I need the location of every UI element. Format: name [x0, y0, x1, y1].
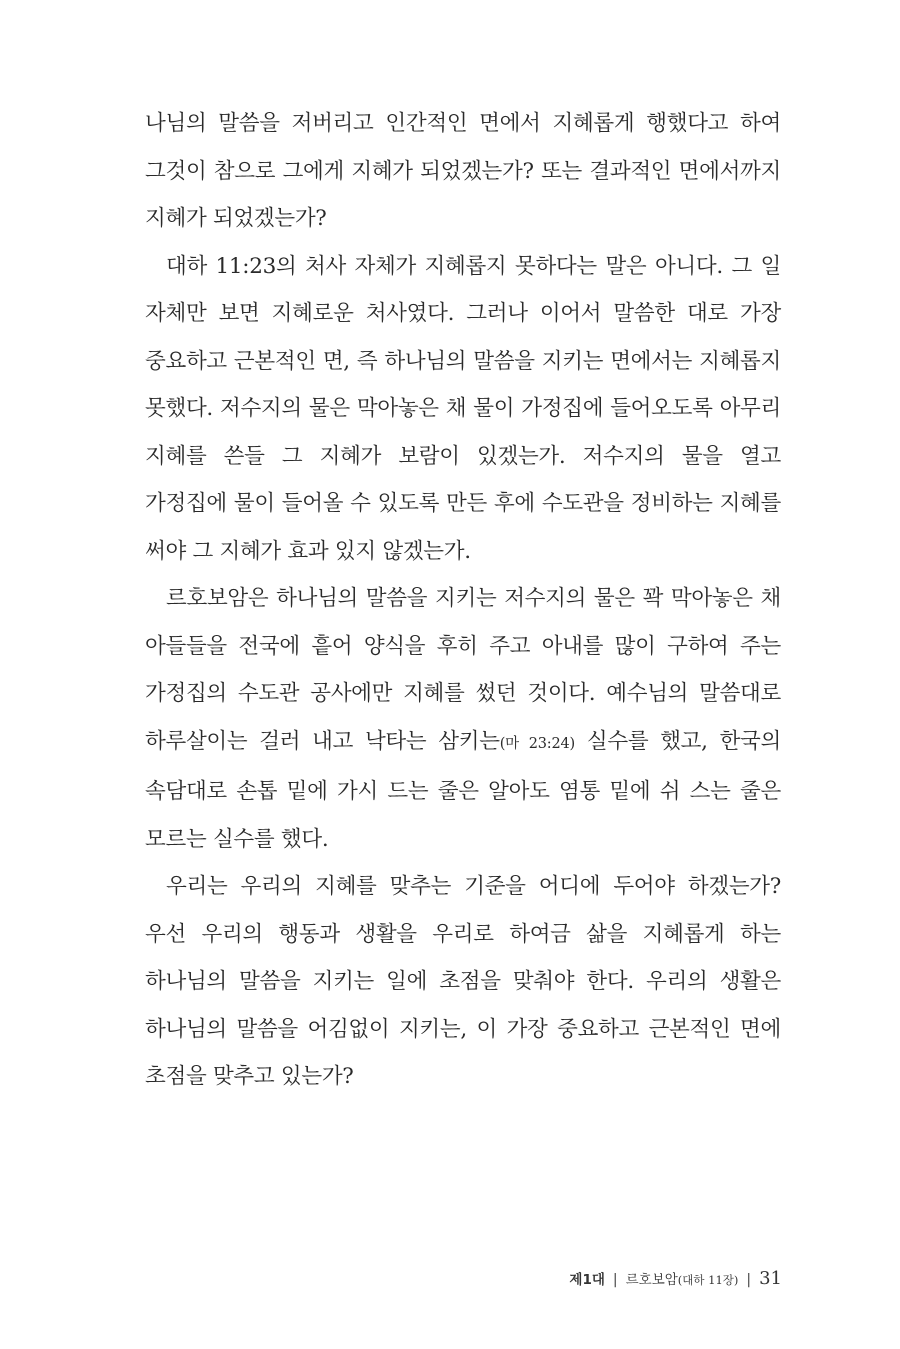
page-number: 31 — [759, 1268, 782, 1289]
paragraph-3-text-before: 르호보암은 하나님의 말씀을 지키는 저수지의 물은 꽉 막아놓은 채 아들들을 전국에 흩어 양식을 후히 주고 아내를 많이 구하여 주는 가정집의 수도관 공사에만 지혜를 썼던 것이다. 예수님의 말씀대로 하루살이는 걸러 내고 낙타는 삼키는 — [145, 586, 781, 754]
footer-separator-2: | — [746, 1272, 752, 1288]
footer-chapter — [626, 1268, 739, 1288]
scripture-reference: (마 23:24) — [499, 735, 575, 752]
paragraph-4: 우리는 우리의 지혜를 맞추는 기준을 어디에 두어야 하겠는가? 우선 우리의 행동과 생활을 우리로 하여금 삶을 지혜롭게 하는 하나님의 말씀을 지키는 일에 초점을 맞춰야 한다. 우리의 생활은 하나님의 말씀을 어김없이 지키는, 이 가장 중요하고 근본적인 면에 초점을 맞추고 있는가? — [145, 874, 781, 1089]
page-body — [145, 100, 781, 1101]
footer-chapter-ref: (대하 11장) — [677, 1273, 739, 1287]
footer-separator-1: | — [612, 1272, 618, 1288]
paragraph-3 — [145, 575, 781, 863]
paragraph-2: 대하 11:23의 처사 자체가 지혜롭지 못하다는 말은 아니다. 그 일 자체만 보면 지혜로운 처사였다. 그러나 이어서 말씀한 대로 가장 중요하고 근본적인 면, 즉 하나님의 말씀을 지키는 면에서는 지혜롭지 못했다. 저수지의 물은 막아놓은 채 물이 가정집에 들어오도록 아무리 지혜를 쓴들 그 지혜가 보람이 있겠는가. 저수지의 물을 열고 가정집에 물이 들어올 수 있도록 만든 후에 수도관을 정비하는 지혜를 써야 그 지혜가 효과 있지 않겠는가. — [145, 253, 781, 564]
footer-part-label: 제1대 — [569, 1272, 605, 1288]
paragraph-3-text-after: 실수를 했고, 한국의 속담대로 손톱 밑에 가시 드는 줄은 알아도 염통 밑에 쉬 스는 줄은 모르는 실수를 했다. — [145, 728, 781, 852]
paragraph-1: 나님의 말씀을 저버리고 인간적인 면에서 지혜롭게 행했다고 하여 그것이 참으로 그에게 지혜가 되었겠는가? 또는 결과적인 면에서까지 지혜가 되었겠는가? — [145, 111, 781, 231]
footer-chapter-title: 르호보암 — [625, 1272, 678, 1288]
running-footer — [569, 1268, 782, 1289]
